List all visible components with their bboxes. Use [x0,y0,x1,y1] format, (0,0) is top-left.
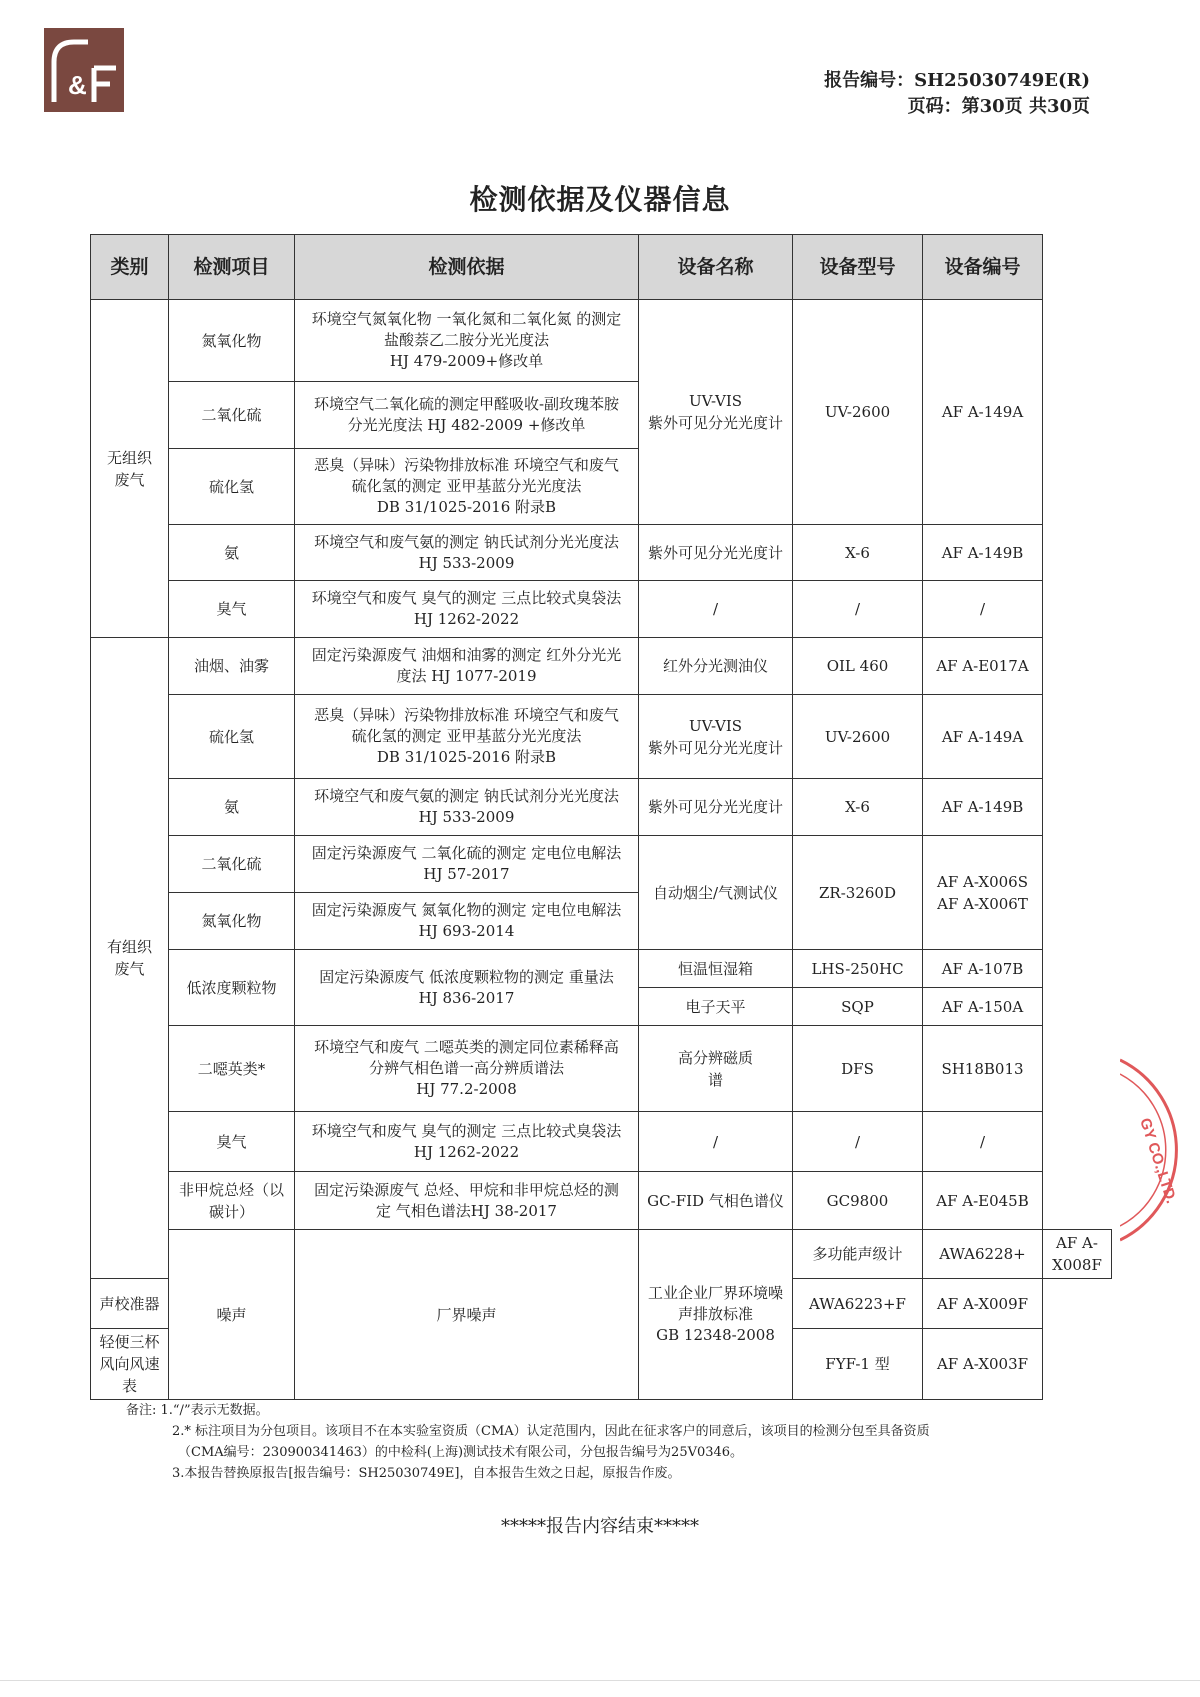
table-row [91,1230,1112,1279]
item-cell: 氨 [169,779,295,836]
basis-cell: 恶臭（异味）污染物排放标准 环境空气和废气 硫化氢的测定 亚甲基蓝分光光度法 DB 31/1025-2016 附录B [295,449,639,525]
item-cell: 低浓度颗粒物 [169,950,295,1026]
device-model-cell: X-6 [793,525,923,581]
col-device-model: 设备型号 [793,235,923,300]
report-number: 报告编号：SH25030749E(R) [824,70,1090,91]
item-cell: 氮氧化物 [169,300,295,382]
device-name-cell: UV-VIS 紫外可见分光光度计 [639,695,793,779]
table-row [91,581,1112,638]
item-cell: 非甲烷总烃（以 碳计） [169,1172,295,1230]
item-cell: 硫化氢 [169,449,295,525]
page-number: 页码：第30页 共30页 [907,96,1090,117]
basis-cell: 环境空气和废气 臭气的测定 三点比较式臭袋法 HJ 1262-2022 [295,1112,639,1172]
device-code-cell: SH18B013 [923,1026,1043,1112]
device-code-cell: AF A-149B [923,779,1043,836]
bottom-divider [0,1680,1200,1681]
stamp-text: GY CO.,LTD. [1136,1115,1180,1206]
device-name-cell: GC-FID 气相色谱仪 [639,1172,793,1230]
basis-cell: 环境空气和废气氨的测定 钠氏试剂分光光度法 HJ 533-2009 [295,525,639,581]
device-model-cell: / [793,1112,923,1172]
device-name-cell: 轻便三杯风向风速表 [91,1329,169,1400]
table-row [91,779,1112,836]
detection-table [90,234,1112,1400]
device-code-cell: AF A-107B [923,950,1043,988]
col-device-code: 设备编号 [923,235,1043,300]
device-code-cell: AF A-E045B [923,1172,1043,1230]
device-code-cell: AF A-150A [923,988,1043,1026]
device-name-cell: 多功能声级计 [793,1230,923,1279]
basis-cell: 固定污染源废气 氮氧化物的测定 定电位电解法 HJ 693-2014 [295,893,639,950]
basis-cell: 固定污染源废气 二氧化硫的测定 定电位电解法 HJ 57-2017 [295,836,639,893]
device-model-cell: X-6 [793,779,923,836]
device-model-cell: UV-2600 [793,695,923,779]
item-cell: 厂界噪声 [295,1230,639,1400]
col-device-name: 设备名称 [639,235,793,300]
device-name-cell: 恒温恒湿箱 [639,950,793,988]
device-model-cell: FYF-1 型 [793,1329,923,1400]
table-row [91,695,1112,779]
basis-cell: 固定污染源废气 总烃、甲烷和非甲烷总烃的测 定 气相色谱法HJ 38-2017 [295,1172,639,1230]
svg-text:&: & [68,70,87,100]
table-row [91,1112,1112,1172]
report-header [824,68,1090,120]
item-cell: 二氧化硫 [169,382,295,449]
device-code-cell: AF A-149A [923,695,1043,779]
note-2-continued: （CMA编号：230900341463）的中检科(上海)测试技术有限公司，分包报告编号为25V0346。 [178,1445,744,1460]
device-code-cell: AF A-X008F [1043,1230,1112,1279]
device-model-cell: LHS-250HC [793,950,923,988]
category-cell: 有组织 废气 [91,638,169,1279]
basis-cell: 环境空气二氧化硫的测定甲醛吸收-副玫瑰苯胺 分光光度法 HJ 482-2009 +修改单 [295,382,639,449]
device-model-cell: GC9800 [793,1172,923,1230]
basis-cell: 工业企业厂界环境噪声排放标准 GB 12348-2008 [639,1230,793,1400]
device-model-cell: OIL 460 [793,638,923,695]
company-stamp [1120,1050,1180,1250]
category-cell: 无组织 废气 [91,300,169,638]
company-logo [44,28,124,112]
table-row [91,300,1112,382]
device-code-cell: AF A-E017A [923,638,1043,695]
item-cell: 氮氧化物 [169,893,295,950]
device-code-cell: AF A-149A [923,300,1043,525]
page-title: 检测依据及仪器信息 [469,183,731,216]
device-name-cell: / [639,581,793,638]
table-row [91,525,1112,581]
notes-section [126,1400,930,1484]
report-end-marker: *****报告内容结束***** [501,1516,699,1537]
col-item: 检测项目 [169,235,295,300]
device-model-cell: / [793,581,923,638]
device-model-cell: UV-2600 [793,300,923,525]
device-code-cell: / [923,1112,1043,1172]
item-cell: 硫化氢 [169,695,295,779]
basis-cell: 环境空气和废气 二噁英类的测定同位素稀释高 分辨气相色谱一高分辨质谱法 HJ 77.2-2008 [295,1026,639,1112]
device-code-cell: / [923,581,1043,638]
device-name-cell: UV-VIS 紫外可见分光光度计 [639,300,793,525]
note-1: 备注: 1.“/”表示无数据。 [126,1403,269,1418]
basis-cell: 恶臭（异味）污染物排放标准 环境空气和废气 硫化氢的测定 亚甲基蓝分光光度法 DB 31/1025-2016 附录B [295,695,639,779]
device-model-cell: SQP [793,988,923,1026]
table-row [91,1172,1112,1230]
note-2: 2.* 标注项目为分包项目。该项目不在本实验室资质（CMA）认定范围内，因此在征求客户的同意后，该项目的检测分包至具备资质 [172,1424,930,1439]
basis-cell: 环境空气氮氧化物 一氧化氮和二氧化氮 的测定 盐酸萘乙二胺分光光度法 HJ 479-2009+修改单 [295,300,639,382]
col-basis: 检测依据 [295,235,639,300]
device-code-cell: AF A-X009F [923,1279,1043,1329]
device-model-cell: ZR-3260D [793,836,923,950]
device-name-cell: 电子天平 [639,988,793,1026]
table-row [91,836,1112,893]
table-row [91,638,1112,695]
device-model-cell: DFS [793,1026,923,1112]
device-name-cell: 高分辨磁质 谱 [639,1026,793,1112]
device-name-cell: 红外分光测油仪 [639,638,793,695]
device-name-cell: 紫外可见分光光度计 [639,525,793,581]
device-name-cell: 自动烟尘/气测试仪 [639,836,793,950]
device-name-cell: 声校准器 [91,1279,169,1329]
item-cell: 臭气 [169,581,295,638]
device-model-cell: AWA6223+F [793,1279,923,1329]
basis-cell: 环境空气和废气 臭气的测定 三点比较式臭袋法 HJ 1262-2022 [295,581,639,638]
device-code-cell: AF A-X006S AF A-X006T [923,836,1043,950]
item-cell: 二噁英类* [169,1026,295,1112]
basis-cell: 固定污染源废气 低浓度颗粒物的测定 重量法 HJ 836-2017 [295,950,639,1026]
item-cell: 二氧化硫 [169,836,295,893]
col-category: 类别 [91,235,169,300]
table-row [91,950,1112,988]
basis-cell: 环境空气和废气氨的测定 钠氏试剂分光光度法 HJ 533-2009 [295,779,639,836]
note-3: 3.本报告替换原报告[报告编号：SH25030749E]，自本报告生效之日起，原报告作废。 [172,1466,681,1481]
category-cell: 噪声 [169,1230,295,1400]
device-code-cell: AF A-X003F [923,1329,1043,1400]
table-header-row [91,235,1112,300]
device-code-cell: AF A-149B [923,525,1043,581]
item-cell: 油烟、油雾 [169,638,295,695]
item-cell: 氨 [169,525,295,581]
device-name-cell: 紫外可见分光光度计 [639,779,793,836]
item-cell: 臭气 [169,1112,295,1172]
device-model-cell: AWA6228+ [923,1230,1043,1279]
table-row [91,1026,1112,1112]
basis-cell: 固定污染源废气 油烟和油雾的测定 红外分光光 度法 HJ 1077-2019 [295,638,639,695]
device-name-cell: / [639,1112,793,1172]
